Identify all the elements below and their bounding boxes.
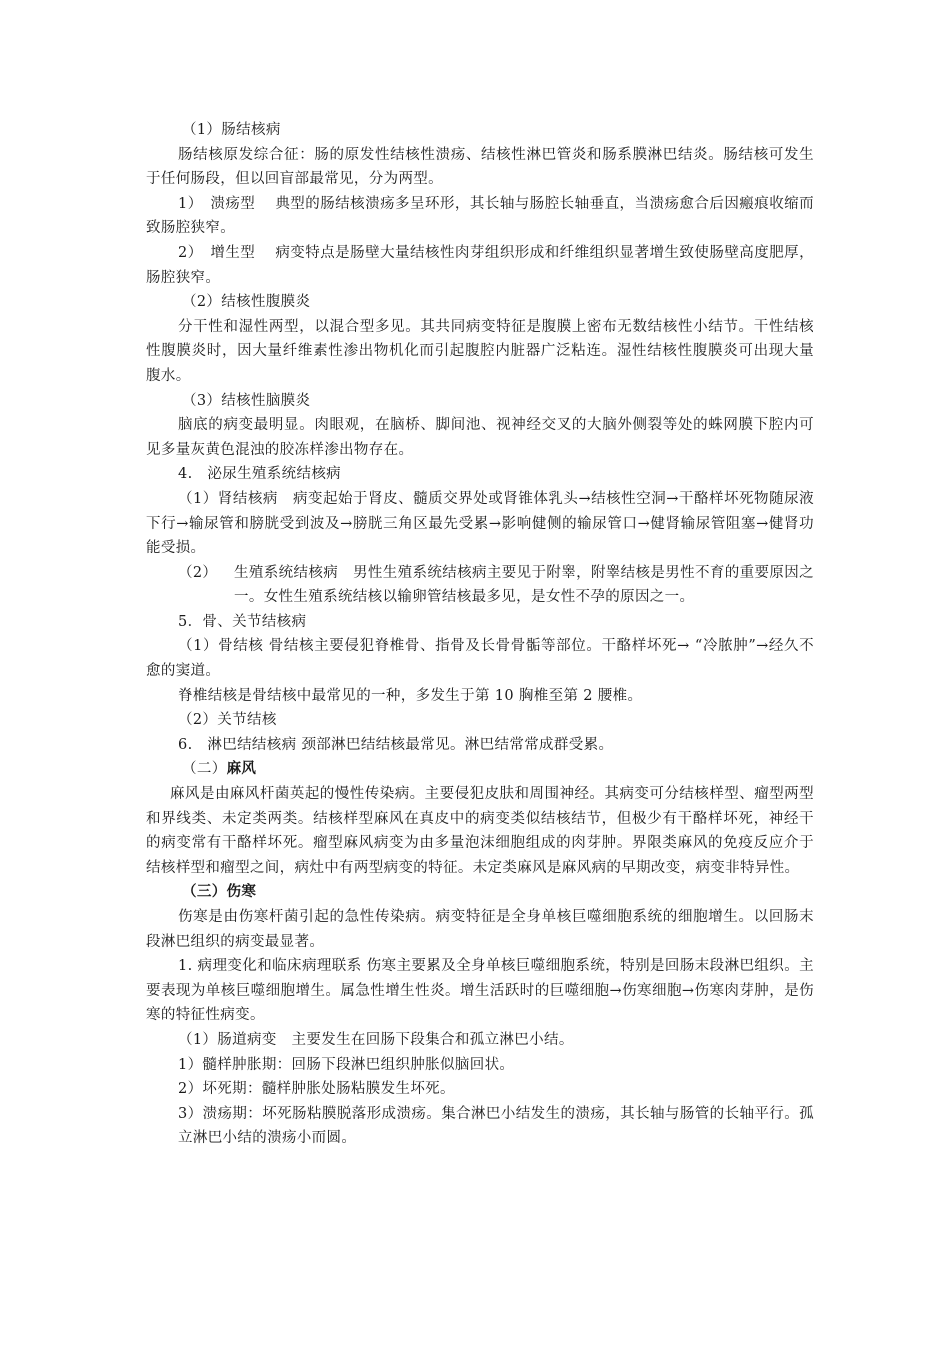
paragraph-text: （1）骨结核 骨结核主要侵犯脊椎骨、指骨及长骨骨骺等部位。干酪样坏死→ “冷脓肿”→经久不愈的窦道。 bbox=[146, 638, 814, 680]
paragraph-text: （3）结核性脑膜炎 bbox=[182, 392, 311, 409]
paragraph bbox=[146, 610, 814, 635]
paragraph-text: （2）结核性腹膜炎 bbox=[182, 294, 311, 311]
paragraph bbox=[146, 143, 814, 192]
paragraph-text: 脑底的病变最明显。肉眼观，在脑桥、脚间池、视神经交叉的大脑外侧裂等处的蛛网膜下腔内可见多量灰黄色混浊的胶冻样渗出物存在。 bbox=[146, 417, 814, 458]
paragraph bbox=[146, 757, 814, 782]
paragraph-text: 脊椎结核是骨结核中最常见的一种，多发生于第 10 胸椎至第 2 腰椎。 bbox=[178, 687, 643, 704]
paragraph-text: （2）关节结核 bbox=[178, 712, 277, 729]
paragraph-text: 生殖系统结核病 男性生殖系统结核病主要见于附睾，附睾结核是男性不育的重要原因之一。女性生殖系统结核以输卵管结核最多见，是女性不孕的原因之一。 bbox=[234, 564, 814, 606]
document-body bbox=[146, 118, 814, 1151]
paragraph bbox=[146, 880, 814, 905]
paragraph bbox=[146, 118, 814, 143]
paragraph bbox=[146, 315, 814, 389]
paragraph bbox=[146, 413, 814, 462]
paragraph bbox=[146, 1077, 814, 1102]
paragraph bbox=[146, 241, 814, 290]
paragraph bbox=[146, 561, 814, 610]
paragraph-text: 1. 病理变化和临床病理联系 伤寒主要累及全身单核巨噬细胞系统，特别是回肠末段淋巴组织。主要表现为单核巨噬细胞增生。属急性增生性炎。增生活跃时的巨噬细胞→伤寒细胞→伤寒肉芽肿，是伤寒的特征性病变。 bbox=[146, 958, 814, 1024]
paragraph-text: 2） 增生型 病变特点是肠壁大量结核性肉芽组织形成和纤维组织显著增生致使肠壁高度肥厚，肠腔狭窄。 bbox=[146, 244, 814, 286]
paragraph bbox=[146, 684, 814, 709]
paragraph-text: 分干性和湿性两型，以混合型多见。其共同病变特征是腹膜上密布无数结核性小结节。干性结核性腹膜炎时，因大量纤维素性渗出物机化而引起腹腔内脏器广泛粘连。湿性结核性腹膜炎可出现大量腹水。 bbox=[146, 318, 814, 384]
paragraph bbox=[146, 1102, 814, 1151]
list-number: （2） bbox=[178, 564, 218, 581]
heading-prefix: （二） bbox=[182, 761, 227, 778]
paragraph-text: 2）坏死期：髓样肿胀处肠粘膜发生坏死。 bbox=[178, 1081, 455, 1098]
paragraph bbox=[146, 733, 814, 758]
paragraph bbox=[146, 708, 814, 733]
paragraph bbox=[146, 1028, 814, 1053]
paragraph bbox=[146, 487, 814, 561]
paragraph bbox=[146, 290, 814, 315]
paragraph-text: （1）肾结核病 病变起始于肾皮、髓质交界处或肾锥体乳头→结核性空洞→干酪样坏死物随尿液下行→输尿管和膀胱受到波及→膀胱三角区最先受累→影响健侧的输尿管口→健肾输尿管阻塞→健肾功能受损。 bbox=[146, 490, 814, 557]
paragraph bbox=[146, 634, 814, 683]
paragraph-text: 6. 淋巴结结核病 颈部淋巴结结核最常见。淋巴结常常成群受累。 bbox=[178, 736, 614, 753]
paragraph bbox=[146, 389, 814, 414]
paragraph bbox=[146, 192, 814, 241]
paragraph-text: 5．骨、关节结核病 bbox=[178, 613, 307, 630]
paragraph-text: （1）肠结核病 bbox=[182, 122, 281, 138]
paragraph-text: 麻风是由麻风杆菌英起的慢性传染病。主要侵犯皮肤和周围神经。其病变可分结核样型、瘤型两型和界线类、未定类两类。结核样型麻风在真皮中的病变类似结核结节，但极少有干酪样坏死，神经干的病变常有干酪样坏死。瘤型麻风病变为由多量泡沫细胞组成的肉芽肿。界限类麻风的免疫反应介于结核样型和瘤型之间，病灶中有两型病变的特征。未定类麻风是麻风病的早期改变，病变非特异性。 bbox=[146, 786, 814, 876]
paragraph-text: 1） 溃疡型 典型的肠结核溃疡多呈环形，其长轴与肠腔长轴垂直，当溃疡愈合后因瘢痕收缩而致肠腔狭窄。 bbox=[146, 195, 814, 237]
paragraph bbox=[146, 905, 814, 954]
paragraph-text: （1）肠道病变 主要发生在回肠下段集合和孤立淋巴小结。 bbox=[178, 1031, 574, 1048]
paragraph bbox=[146, 782, 814, 880]
paragraph bbox=[146, 1053, 814, 1078]
paragraph-text: 伤寒是由伤寒杆菌引起的急性传染病。病变特征是全身单核巨噬细胞系统的细胞增生。以回肠末段淋巴组织的病变最显著。 bbox=[146, 909, 814, 950]
section-heading: 麻风 bbox=[226, 760, 257, 778]
paragraph-text: 肠结核原发综合征：肠的原发性结核性溃疡、结核性淋巴管炎和肠系膜淋巴结炎。肠结核可发生于任何肠段，但以回盲部最常见，分为两型。 bbox=[146, 146, 814, 188]
section-heading: （三）伤寒 bbox=[182, 883, 257, 901]
paragraph-text: 3）溃疡期：坏死肠粘膜脱落形成溃疡。集合淋巴小结发生的溃疡，其长轴与肠管的长轴平行。孤立淋巴小结的溃疡小而圆。 bbox=[178, 1105, 814, 1147]
paragraph bbox=[146, 462, 814, 487]
paragraph-text: 4. 泌尿生殖系统结核病 bbox=[178, 466, 342, 483]
paragraph-text: 1）髓样肿胀期：回肠下段淋巴组织肿胀似脑回状。 bbox=[178, 1056, 515, 1073]
paragraph bbox=[146, 954, 814, 1028]
